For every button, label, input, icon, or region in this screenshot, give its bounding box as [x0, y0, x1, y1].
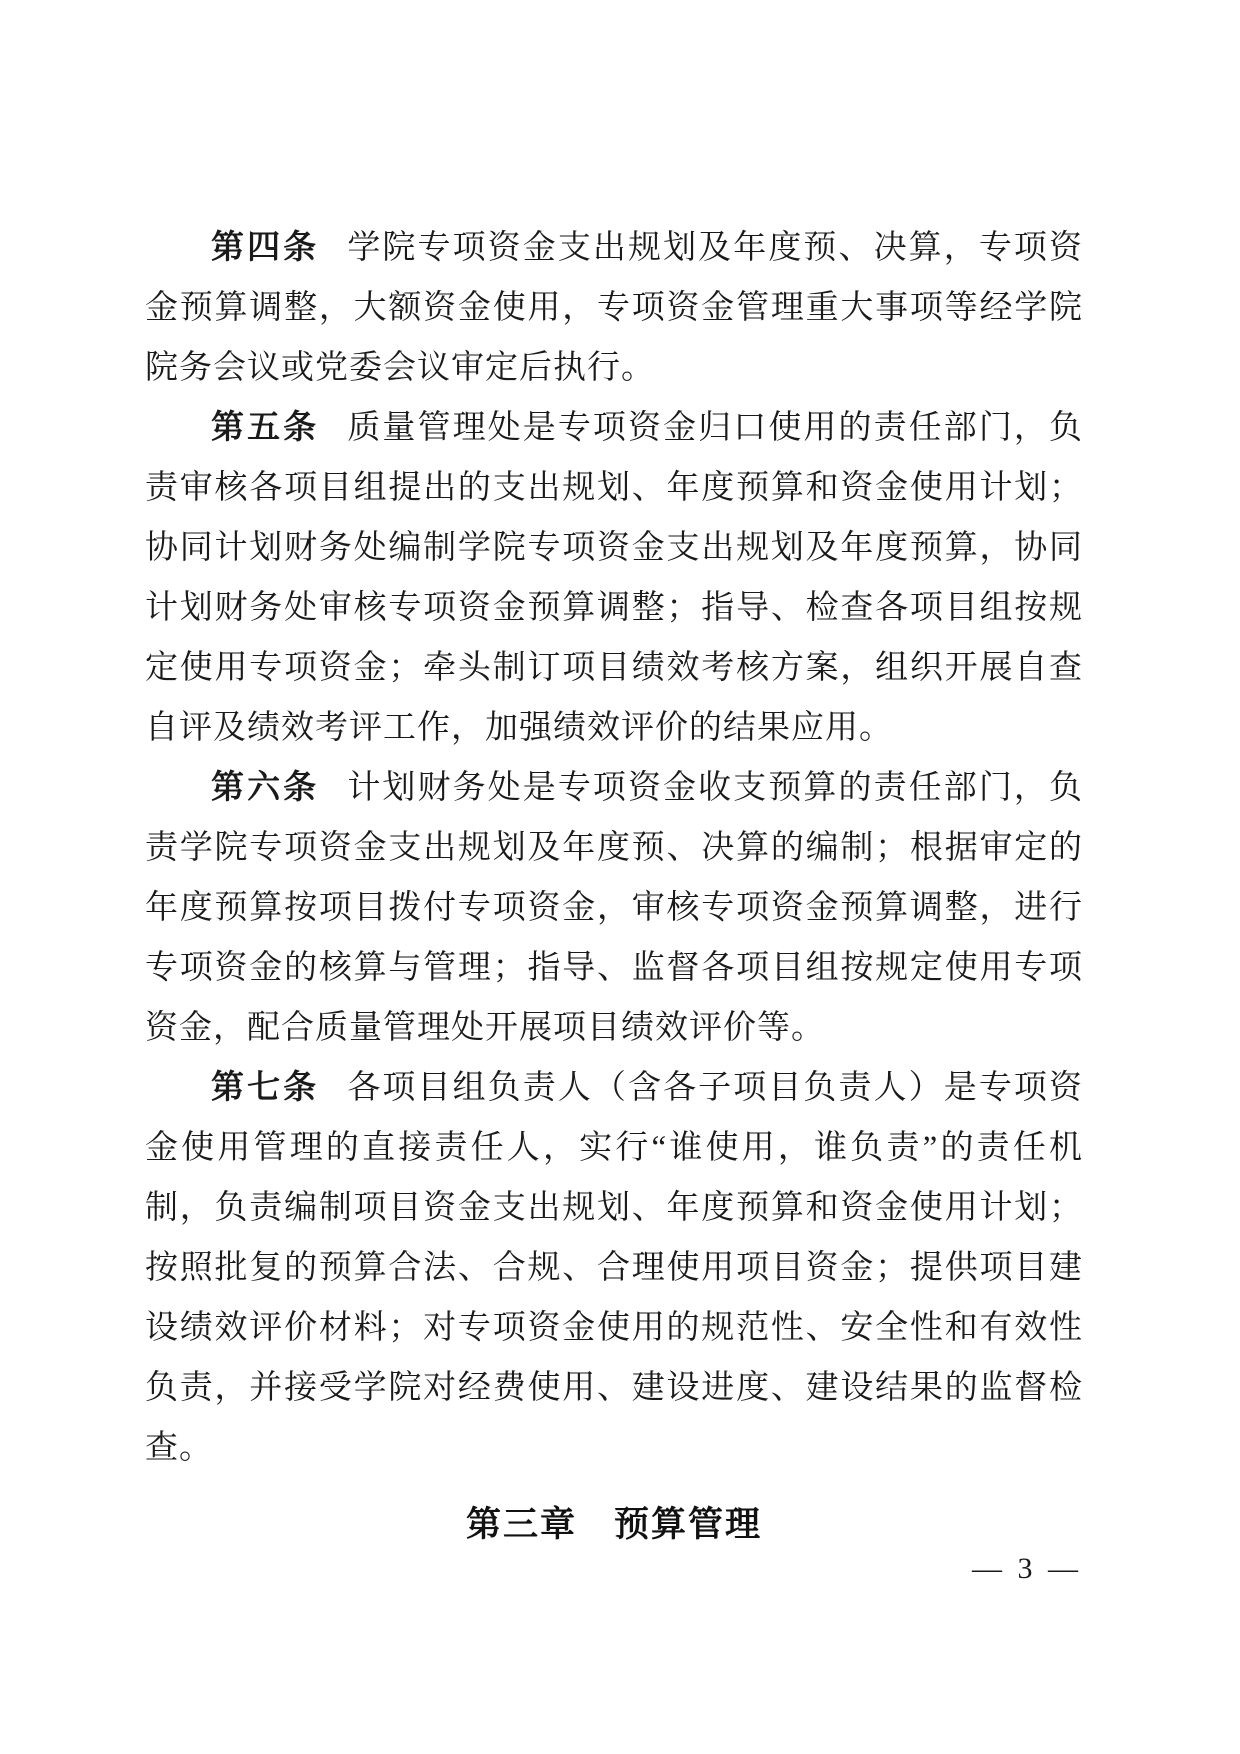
- article-7: [145, 1058, 1083, 1478]
- page-number: — 3 —: [972, 1552, 1082, 1585]
- article-4-label: 第四条: [211, 230, 320, 266]
- article-4-text: 学院专项资金支出规划及年度预、决算，专项资金预算调整，大额资金使用，专项资金管理重大事项等经学院院务会议或党委会议审定后执行。: [145, 230, 1084, 386]
- article-4: [145, 218, 1083, 398]
- article-5: [145, 398, 1083, 758]
- article-7-text: 各项目组负责人（含各子项目负责人）是专项资金使用管理的直接责任人，实行“谁使用，谁负责”的责任机制，负责编制项目资金支出规划、年度预算和资金使用计划；按照批复的预算合法、合规、合理使用项目资金；提供项目建设绩效评价材料；对专项资金使用的规范性、安全性和有效性负责，并接受学院对经费使用、建设进度、建设结果的监督检查。: [145, 1070, 1084, 1466]
- article-5-label: 第五条: [211, 410, 320, 446]
- article-6-label: 第六条: [211, 770, 320, 806]
- article-6-text: 计划财务处是专项资金收支预算的责任部门，负责学院专项资金支出规划及年度预、决算的编制；根据审定的年度预算按项目拨付专项资金，审核专项资金预算调整，进行专项资金的核算与管理；指导、监督各项目组按规定使用专项资金，配合质量管理处开展项目绩效评价等。: [145, 770, 1084, 1046]
- article-5-text: 质量管理处是专项资金归口使用的责任部门，负责审核各项目组提出的支出规划、年度预算和资金使用计划；协同计划财务处编制学院专项资金支出规划及年度预算，协同计划财务处审核专项资金预算调整；指导、检查各项目组按规定使用专项资金；牵头制订项目绩效考核方案，组织开展自查自评及绩效考评工作，加强绩效评价的结果应用。: [145, 410, 1084, 746]
- document-body: [145, 218, 1083, 1550]
- chapter-heading: 第三章 预算管理: [465, 1505, 762, 1544]
- article-6: [145, 758, 1083, 1058]
- article-7-label: 第七条: [211, 1070, 320, 1106]
